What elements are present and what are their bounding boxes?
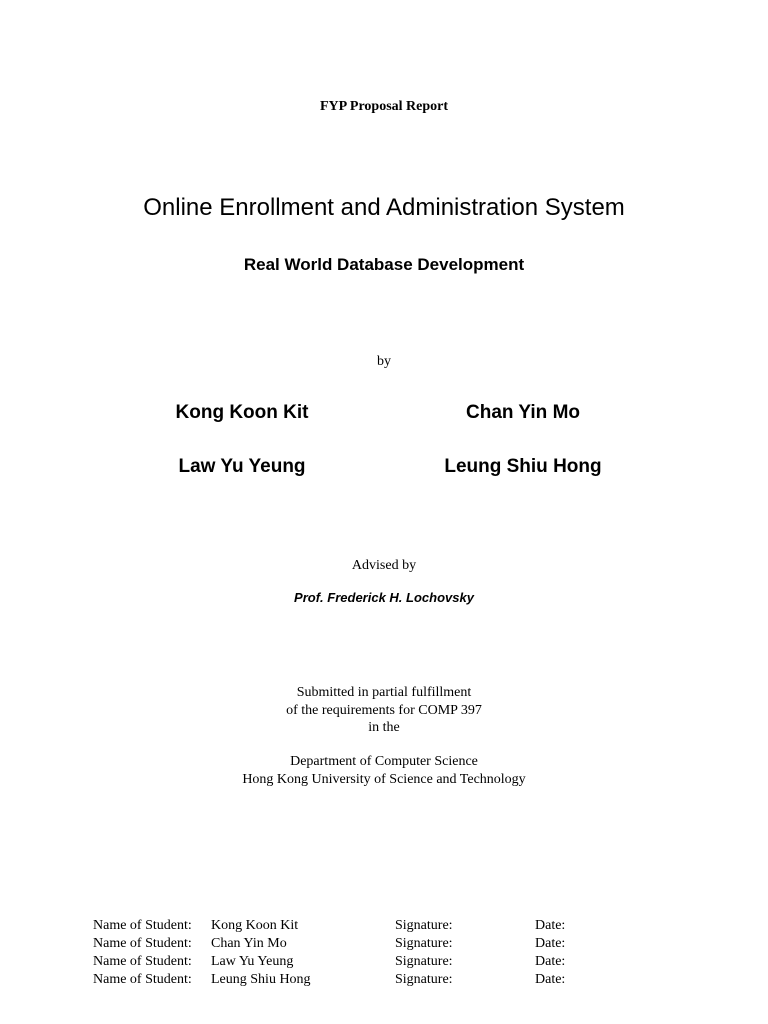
student-name: Kong Koon Kit: [211, 918, 299, 933]
table-row: [93, 953, 595, 971]
advised-by-label: Advised by: [351, 558, 417, 573]
student-signature-table: [93, 917, 595, 989]
author-name: Chan Yin Mo: [466, 402, 580, 423]
name-of-student-label: Name of Student:: [93, 936, 192, 951]
document-title: Online Enrollment and Administration System: [143, 194, 625, 221]
submission-line: Submitted in partial fulfillment: [296, 685, 472, 700]
author-name: Law Yu Yeung: [178, 456, 306, 477]
signature-label: Signature:: [395, 972, 453, 987]
department-block: [0, 753, 768, 788]
date-label: Date:: [535, 954, 566, 969]
table-row: [93, 917, 595, 935]
submission-statement: [0, 684, 768, 737]
submission-line: in the: [368, 720, 400, 735]
author-name: Kong Koon Kit: [175, 402, 309, 423]
name-of-student-label: Name of Student:: [93, 972, 192, 987]
document-subtitle: Real World Database Development: [243, 255, 525, 274]
submission-line: of the requirements for COMP 397: [286, 702, 482, 718]
signature-label: Signature:: [395, 954, 453, 969]
report-type-heading: FYP Proposal Report: [319, 99, 449, 114]
table-row: [93, 935, 595, 953]
student-name: Chan Yin Mo: [211, 936, 287, 951]
signature-label: Signature:: [395, 936, 453, 951]
author-name: Leung Shiu Hong: [444, 456, 602, 477]
date-label: Date:: [535, 918, 566, 933]
university-name: Hong Kong University of Science and Technology: [242, 771, 526, 787]
student-name: Law Yu Yeung: [211, 954, 294, 969]
department-name: Department of Computer Science: [290, 754, 478, 769]
date-label: Date:: [535, 972, 566, 987]
table-row: [93, 971, 595, 989]
student-name: Leung Shiu Hong: [211, 972, 311, 987]
signature-label: Signature:: [395, 918, 453, 933]
by-label: by: [377, 354, 391, 369]
advisor-name: Prof. Frederick H. Lochovsky: [294, 590, 474, 605]
date-label: Date:: [535, 936, 566, 951]
name-of-student-label: Name of Student:: [93, 918, 192, 933]
name-of-student-label: Name of Student:: [93, 954, 192, 969]
